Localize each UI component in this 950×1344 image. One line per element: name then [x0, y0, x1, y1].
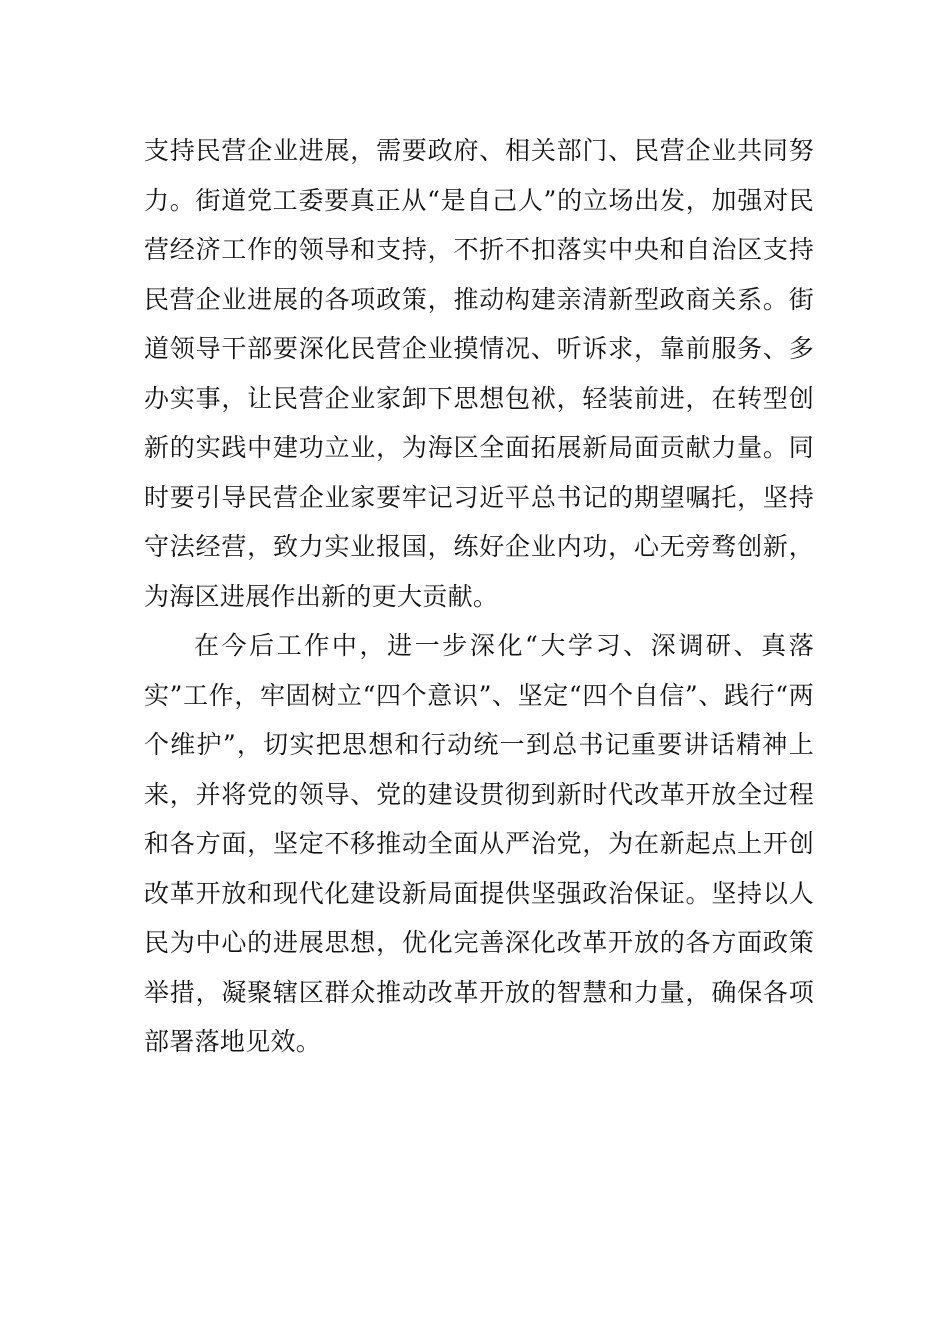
document-body: [144, 126, 814, 1067]
paragraph-2: 在今后工作中，进一步深化“大学习、深调研、真落实”工作，牢固树立“四个意识”、坚定“四个自信”、践行“两个维护”，切实把思想和行动统一到总书记重要讲话精神上来，并将党的领导、党的建设贯彻到新时代改革开放全过程和各方面，坚定不移推动全面从严治党，为在新起点上开创改革开放和现代化建设新局面提供坚强政治保证。坚持以人民为中心的进展思想，优化完善深化改革开放的各方面政策举措，凝聚辖区群众推动改革开放的智慧和力量，确保各项部署落地见效。: [144, 631, 814, 1056]
paragraph-1: 支持民营企业进展，需要政府、相关部门、民营企业共同努力。街道党工委要真正从“是自己人”的立场出发，加强对民营经济工作的领导和支持，不折不扣落实中央和自治区支持民营企业进展的各项政策，推动构建亲清新型政商关系。街道领导干部要深化民营企业摸情况、听诉求，靠前服务、多办实事，让民营企业家卸下思想包袱，轻装前进，在转型创新的实践中建功立业，为海区全面拓展新局面贡献力量。同时要引导民营企业家要牢记习近平总书记的期望嘱托，坚持守法经营，致力实业报国，练好企业内功，心无旁骛创新，为海区进展作出新的更大贡献。: [144, 136, 814, 611]
